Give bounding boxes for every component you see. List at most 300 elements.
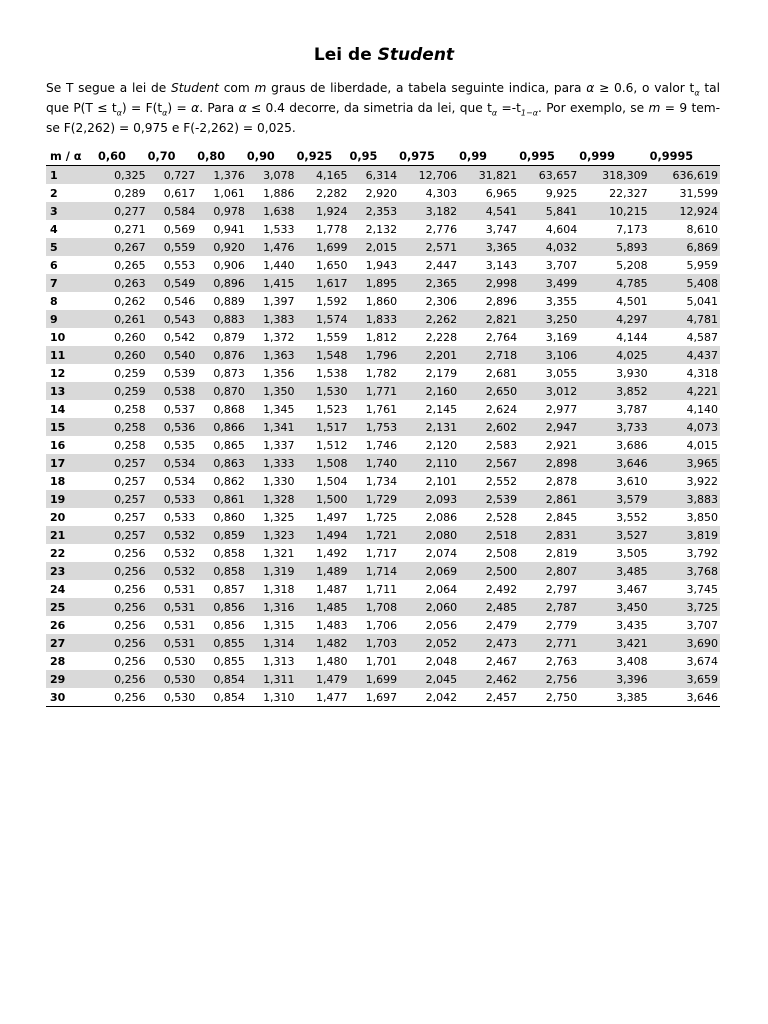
table-row bbox=[46, 220, 720, 238]
quantile-cell: 1,310 bbox=[247, 688, 297, 707]
quantile-cell: 3,078 bbox=[247, 166, 297, 185]
quantile-cell: 2,048 bbox=[425, 654, 458, 668]
row-degrees-cell: 23 bbox=[46, 562, 98, 580]
quantile-cell: 1,833 bbox=[350, 310, 400, 328]
quantile-cell: 3,408 bbox=[616, 654, 648, 668]
quantile-cell: 4,587 bbox=[686, 330, 718, 344]
quantile-cell: 2,624 bbox=[485, 402, 518, 416]
quantile-cell: 1,479 bbox=[297, 670, 350, 688]
quantile-cell: 2,718 bbox=[459, 346, 519, 364]
quantile-cell: 0,549 bbox=[148, 274, 198, 292]
quantile-cell: 4,501 bbox=[616, 294, 648, 308]
quantile-cell: 22,327 bbox=[609, 186, 648, 200]
quantile-cell: 0,257 bbox=[98, 490, 148, 508]
quantile-cell: 0,546 bbox=[163, 294, 196, 308]
intro-text: tal que P(T ≤ t bbox=[46, 81, 721, 115]
quantile-cell: 1,812 bbox=[365, 330, 398, 344]
quantile-cell: 2,552 bbox=[485, 474, 518, 488]
quantile-cell: 12,924 bbox=[650, 202, 720, 220]
quantile-cell: 0,727 bbox=[148, 166, 198, 185]
quantile-cell: 1,319 bbox=[247, 562, 297, 580]
quantile-cell: 5,208 bbox=[616, 258, 648, 272]
quantile-cell: 3,385 bbox=[579, 688, 649, 707]
quantile-cell: 1,492 bbox=[316, 546, 348, 560]
quantile-cell: 2,080 bbox=[399, 526, 459, 544]
quantile-cell: 2,898 bbox=[519, 454, 579, 472]
column-header: 0,95 bbox=[350, 148, 400, 166]
quantile-cell: 0,535 bbox=[163, 438, 196, 452]
quantile-cell: 0,271 bbox=[114, 222, 146, 236]
column-header: 0,70 bbox=[148, 148, 198, 166]
quantile-cell: 0,941 bbox=[213, 222, 245, 236]
intro-alpha-sub: α bbox=[116, 108, 122, 118]
quantile-cell: 1,697 bbox=[350, 688, 400, 707]
quantile-cell: 2,120 bbox=[425, 438, 458, 452]
quantile-cell: 2,132 bbox=[365, 222, 398, 236]
intro-alpha: α bbox=[191, 101, 200, 115]
quantile-cell: 3,143 bbox=[485, 258, 518, 272]
quantile-cell: 0,533 bbox=[163, 510, 196, 524]
quantile-cell: 3,106 bbox=[519, 346, 579, 364]
quantile-cell: 318,309 bbox=[579, 166, 649, 185]
table-row bbox=[46, 400, 720, 418]
quantile-cell: 1,714 bbox=[350, 562, 400, 580]
quantile-cell: 2,947 bbox=[519, 418, 579, 436]
quantile-cell: 4,785 bbox=[579, 274, 649, 292]
quantile-cell: 0,854 bbox=[197, 688, 247, 707]
table-row bbox=[46, 580, 720, 598]
quantile-cell: 3,505 bbox=[616, 546, 648, 560]
quantile-cell: 3,527 bbox=[579, 526, 649, 544]
intro-text: =-t bbox=[497, 101, 521, 115]
quantile-cell: 0,261 bbox=[98, 310, 148, 328]
quantile-cell: 0,889 bbox=[213, 294, 245, 308]
quantile-cell: 1,771 bbox=[350, 382, 400, 400]
quantile-cell: 1,363 bbox=[247, 346, 297, 364]
quantile-cell: 1,592 bbox=[316, 294, 348, 308]
quantile-cell: 2,528 bbox=[485, 510, 518, 524]
quantile-cell: 2,069 bbox=[399, 562, 459, 580]
quantile-cell: 0,856 bbox=[197, 598, 247, 616]
table-row bbox=[46, 238, 720, 256]
quantile-cell: 1,617 bbox=[297, 274, 350, 292]
row-degrees-cell: 9 bbox=[46, 310, 98, 328]
quantile-cell: 0,531 bbox=[148, 634, 198, 652]
quantile-cell: 0,870 bbox=[197, 382, 247, 400]
row-degrees-cell: 29 bbox=[46, 670, 98, 688]
quantile-cell: 0,879 bbox=[213, 330, 245, 344]
student-t-table bbox=[46, 148, 720, 707]
quantile-cell: 0,858 bbox=[197, 562, 247, 580]
intro-student: Student bbox=[170, 81, 219, 95]
row-degrees-cell: 16 bbox=[50, 438, 66, 452]
quantile-cell: 1,706 bbox=[365, 618, 398, 632]
quantile-cell: 0,978 bbox=[197, 202, 247, 220]
quantile-cell: 1,886 bbox=[263, 186, 295, 200]
quantile-cell: 0,530 bbox=[148, 670, 198, 688]
row-degrees-cell: 18 bbox=[50, 474, 66, 488]
quantile-cell: 2,819 bbox=[545, 546, 578, 560]
quantile-cell: 0,866 bbox=[197, 418, 247, 436]
quantile-cell: 1,761 bbox=[365, 402, 398, 416]
row-degrees-cell: 27 bbox=[46, 634, 98, 652]
quantile-cell: 0,861 bbox=[197, 490, 247, 508]
intro-alpha: α bbox=[238, 101, 247, 115]
quantile-cell: 2,447 bbox=[425, 258, 458, 272]
row-degrees-cell: 11 bbox=[46, 346, 98, 364]
quantile-cell: 2,920 bbox=[365, 186, 398, 200]
table-row bbox=[46, 418, 720, 436]
quantile-cell: 0,531 bbox=[148, 598, 198, 616]
column-header: 0,9995 bbox=[650, 148, 720, 166]
quantile-cell: 0,543 bbox=[148, 310, 198, 328]
quantile-cell: 3,686 bbox=[616, 438, 648, 452]
quantile-cell: 2,845 bbox=[545, 510, 578, 524]
quantile-cell: 2,508 bbox=[485, 546, 518, 560]
quantile-cell: 0,532 bbox=[163, 546, 196, 560]
quantile-cell: 1,483 bbox=[316, 618, 348, 632]
quantile-cell: 1,778 bbox=[316, 222, 348, 236]
quantile-cell: 0,857 bbox=[213, 582, 245, 596]
quantile-cell: 2,467 bbox=[485, 654, 518, 668]
quantile-cell: 2,756 bbox=[519, 670, 579, 688]
quantile-cell: 0,277 bbox=[98, 202, 148, 220]
title-emphasis: Student bbox=[377, 45, 455, 65]
quantile-cell: 0,858 bbox=[213, 546, 245, 560]
quantile-cell: 3,169 bbox=[545, 330, 578, 344]
quantile-cell: 2,998 bbox=[459, 274, 519, 292]
quantile-cell: 0,533 bbox=[148, 490, 198, 508]
row-degrees-cell: 24 bbox=[50, 582, 66, 596]
quantile-cell: 2,518 bbox=[459, 526, 519, 544]
table-row bbox=[46, 598, 720, 616]
quantile-cell: 0,530 bbox=[163, 654, 196, 668]
row-degrees-cell: 4 bbox=[50, 222, 58, 236]
quantile-cell: 0,530 bbox=[148, 688, 198, 707]
quantile-cell: 5,041 bbox=[686, 294, 718, 308]
quantile-cell: 0,532 bbox=[148, 562, 198, 580]
quantile-cell: 2,074 bbox=[425, 546, 458, 560]
quantile-cell: 6,965 bbox=[485, 186, 518, 200]
quantile-cell: 0,259 bbox=[98, 382, 148, 400]
quantile-cell: 7,173 bbox=[616, 222, 648, 236]
quantile-cell: 0,559 bbox=[148, 238, 198, 256]
quantile-cell: 1,717 bbox=[365, 546, 398, 560]
quantile-cell: 3,707 bbox=[545, 258, 578, 272]
quantile-cell: 0,531 bbox=[163, 618, 196, 632]
quantile-cell: 1,548 bbox=[297, 346, 350, 364]
quantile-cell: 0,258 bbox=[98, 418, 148, 436]
row-degrees-cell: 12 bbox=[50, 366, 66, 380]
quantile-cell: 1,796 bbox=[350, 346, 400, 364]
quantile-cell: 0,865 bbox=[213, 438, 245, 452]
quantile-cell: 1,325 bbox=[263, 510, 295, 524]
quantile-cell: 4,140 bbox=[686, 402, 718, 416]
quantile-cell: 2,763 bbox=[545, 654, 578, 668]
quantile-cell: 2,110 bbox=[399, 454, 459, 472]
quantile-cell: 3,646 bbox=[579, 454, 649, 472]
quantile-cell: 1,533 bbox=[263, 222, 295, 236]
quantile-cell: 3,707 bbox=[686, 618, 718, 632]
quantile-cell: 3,355 bbox=[545, 294, 578, 308]
quantile-cell: 1,313 bbox=[263, 654, 295, 668]
quantile-cell: 0,258 bbox=[114, 438, 146, 452]
quantile-cell: 0,854 bbox=[197, 670, 247, 688]
quantile-cell: 10,215 bbox=[579, 202, 649, 220]
intro-text: ) = F(t bbox=[121, 101, 163, 115]
quantile-cell: 1,376 bbox=[197, 166, 247, 185]
quantile-cell: 3,579 bbox=[579, 490, 649, 508]
quantile-cell: 3,450 bbox=[579, 598, 649, 616]
quantile-cell: 2,831 bbox=[519, 526, 579, 544]
quantile-cell: 1,482 bbox=[297, 634, 350, 652]
quantile-cell: 4,604 bbox=[545, 222, 578, 236]
quantile-cell: 2,500 bbox=[459, 562, 519, 580]
quantile-cell: 2,201 bbox=[399, 346, 459, 364]
quantile-cell: 1,477 bbox=[297, 688, 350, 707]
quantile-cell: 0,876 bbox=[197, 346, 247, 364]
quantile-cell: 3,659 bbox=[650, 670, 720, 688]
quantile-cell: 0,531 bbox=[163, 582, 196, 596]
quantile-cell: 2,045 bbox=[399, 670, 459, 688]
intro-one-minus-alpha-sub: 1−α bbox=[520, 108, 538, 118]
quantile-cell: 2,042 bbox=[399, 688, 459, 707]
quantile-cell: 2,101 bbox=[425, 474, 458, 488]
quantile-cell: 2,764 bbox=[485, 330, 518, 344]
quantile-cell: 1,512 bbox=[316, 438, 348, 452]
intro-text: . Para bbox=[199, 101, 239, 115]
column-header: 0,80 bbox=[197, 148, 247, 166]
quantile-cell: 0,538 bbox=[148, 382, 198, 400]
quantile-cell: 1,699 bbox=[297, 238, 350, 256]
row-degrees-cell: 28 bbox=[50, 654, 66, 668]
intro-text: . Por exemplo, se bbox=[538, 101, 649, 115]
quantile-cell: 4,437 bbox=[650, 346, 720, 364]
quantile-cell: 1,485 bbox=[297, 598, 350, 616]
quantile-cell: 3,012 bbox=[519, 382, 579, 400]
intro-text: Se T segue a lei de bbox=[46, 81, 171, 95]
quantile-cell: 0,617 bbox=[163, 186, 196, 200]
quantile-cell: 12,706 bbox=[399, 166, 459, 185]
quantile-cell: 0,260 bbox=[114, 330, 146, 344]
row-degrees-cell: 1 bbox=[46, 166, 98, 185]
quantile-cell: 3,435 bbox=[616, 618, 648, 632]
table-row bbox=[46, 310, 720, 328]
quantile-cell: 1,924 bbox=[297, 202, 350, 220]
quantile-cell: 1,711 bbox=[365, 582, 398, 596]
intro-text: ≥ 0.6, o valor t bbox=[594, 81, 695, 95]
quantile-cell: 3,768 bbox=[650, 562, 720, 580]
quantile-cell: 3,646 bbox=[650, 688, 720, 707]
quantile-cell: 1,328 bbox=[247, 490, 297, 508]
quantile-cell: 0,542 bbox=[163, 330, 196, 344]
quantile-cell: 2,052 bbox=[399, 634, 459, 652]
quantile-cell: 2,681 bbox=[485, 366, 518, 380]
quantile-cell: 0,569 bbox=[163, 222, 196, 236]
row-degrees-cell: 2 bbox=[50, 186, 58, 200]
quantile-cell: 6,314 bbox=[350, 166, 400, 185]
quantile-cell: 3,467 bbox=[616, 582, 648, 596]
quantile-cell: 1,699 bbox=[350, 670, 400, 688]
quantile-cell: 2,787 bbox=[519, 598, 579, 616]
table-row bbox=[46, 472, 720, 490]
table-row bbox=[46, 184, 720, 202]
quantile-cell: 1,701 bbox=[365, 654, 398, 668]
row-degrees-cell: 17 bbox=[46, 454, 98, 472]
quantile-cell: 3,745 bbox=[686, 582, 718, 596]
row-degrees-cell: 8 bbox=[50, 294, 58, 308]
quantile-cell: 2,567 bbox=[459, 454, 519, 472]
quantile-cell: 4,165 bbox=[297, 166, 350, 185]
quantile-cell: 4,015 bbox=[686, 438, 718, 452]
row-degrees-cell: 22 bbox=[50, 546, 66, 560]
quantile-cell: 4,073 bbox=[650, 418, 720, 436]
quantile-cell: 0,896 bbox=[197, 274, 247, 292]
table-row bbox=[46, 382, 720, 400]
table-row bbox=[46, 670, 720, 688]
quantile-cell: 2,015 bbox=[350, 238, 400, 256]
quantile-cell: 3,250 bbox=[519, 310, 579, 328]
quantile-cell: 3,922 bbox=[686, 474, 718, 488]
intro-paragraph bbox=[46, 78, 720, 138]
quantile-cell: 2,262 bbox=[399, 310, 459, 328]
quantile-cell: 1,708 bbox=[350, 598, 400, 616]
table-row bbox=[46, 292, 720, 310]
table-row bbox=[46, 544, 720, 562]
quantile-cell: 3,819 bbox=[650, 526, 720, 544]
table-row bbox=[46, 436, 720, 454]
table-row bbox=[46, 634, 720, 652]
intro-alpha-sub: α bbox=[694, 88, 700, 98]
quantile-cell: 1,318 bbox=[263, 582, 295, 596]
row-degrees-cell: 26 bbox=[50, 618, 66, 632]
quantile-cell: 3,850 bbox=[686, 510, 718, 524]
quantile-cell: 1,476 bbox=[247, 238, 297, 256]
quantile-cell: 1,753 bbox=[350, 418, 400, 436]
quantile-cell: 3,725 bbox=[650, 598, 720, 616]
quantile-cell: 2,485 bbox=[459, 598, 519, 616]
quantile-cell: 3,552 bbox=[616, 510, 648, 524]
quantile-cell: 2,093 bbox=[399, 490, 459, 508]
quantile-cell: 3,690 bbox=[650, 634, 720, 652]
quantile-cell: 1,333 bbox=[247, 454, 297, 472]
quantile-cell: 1,489 bbox=[297, 562, 350, 580]
quantile-cell: 1,538 bbox=[316, 366, 348, 380]
quantile-cell: 2,861 bbox=[519, 490, 579, 508]
quantile-cell: 4,032 bbox=[519, 238, 579, 256]
quantile-cell: 1,500 bbox=[297, 490, 350, 508]
quantile-cell: 2,878 bbox=[545, 474, 578, 488]
intro-m: m bbox=[254, 81, 267, 95]
quantile-cell: 1,517 bbox=[297, 418, 350, 436]
quantile-cell: 1,729 bbox=[350, 490, 400, 508]
table-row bbox=[46, 166, 720, 185]
quantile-cell: 1,356 bbox=[263, 366, 295, 380]
quantile-cell: 2,807 bbox=[519, 562, 579, 580]
quantile-cell: 2,462 bbox=[459, 670, 519, 688]
quantile-cell: 2,977 bbox=[545, 402, 578, 416]
quantile-cell: 1,895 bbox=[350, 274, 400, 292]
quantile-cell: 1,311 bbox=[247, 670, 297, 688]
intro-text: graus de liberdade, a tabela seguinte indica, para bbox=[266, 81, 587, 95]
quantile-cell: 1,703 bbox=[350, 634, 400, 652]
quantile-cell: 4,303 bbox=[425, 186, 458, 200]
quantile-cell: 2,306 bbox=[425, 294, 458, 308]
row-degrees-cell: 15 bbox=[46, 418, 98, 436]
quantile-cell: 3,396 bbox=[579, 670, 649, 688]
table-corner-header: m / α bbox=[46, 148, 98, 166]
quantile-cell: 2,492 bbox=[485, 582, 518, 596]
quantile-cell: 2,131 bbox=[399, 418, 459, 436]
row-degrees-cell: 3 bbox=[46, 202, 98, 220]
quantile-cell: 1,061 bbox=[213, 186, 245, 200]
table-row bbox=[46, 562, 720, 580]
quantile-cell: 2,060 bbox=[399, 598, 459, 616]
quantile-cell: 1,497 bbox=[316, 510, 348, 524]
quantile-cell: 2,160 bbox=[399, 382, 459, 400]
row-degrees-cell: 20 bbox=[50, 510, 66, 524]
row-degrees-cell: 5 bbox=[46, 238, 98, 256]
quantile-cell: 1,530 bbox=[297, 382, 350, 400]
quantile-cell: 5,408 bbox=[650, 274, 720, 292]
table-row bbox=[46, 274, 720, 292]
quantile-cell: 2,776 bbox=[425, 222, 458, 236]
quantile-cell: 5,959 bbox=[686, 258, 718, 272]
intro-text: ≤ 0.4 decorre, da simetria da lei, que t bbox=[246, 101, 492, 115]
quantile-cell: 1,860 bbox=[365, 294, 398, 308]
quantile-cell: 0,859 bbox=[197, 526, 247, 544]
row-degrees-cell: 6 bbox=[50, 258, 58, 272]
quantile-cell: 2,750 bbox=[519, 688, 579, 707]
quantile-cell: 3,182 bbox=[399, 202, 459, 220]
quantile-cell: 4,221 bbox=[650, 382, 720, 400]
table-header-row bbox=[46, 148, 720, 166]
quantile-cell: 0,862 bbox=[213, 474, 245, 488]
column-header: 0,925 bbox=[297, 148, 350, 166]
table-row bbox=[46, 508, 720, 526]
quantile-cell: 0,256 bbox=[114, 618, 146, 632]
quantile-cell: 2,583 bbox=[485, 438, 518, 452]
quantile-cell: 4,541 bbox=[459, 202, 519, 220]
table-row bbox=[46, 202, 720, 220]
quantile-cell: 6,869 bbox=[650, 238, 720, 256]
quantile-cell: 1,508 bbox=[297, 454, 350, 472]
quantile-cell: 0,540 bbox=[148, 346, 198, 364]
quantile-cell: 1,782 bbox=[365, 366, 398, 380]
quantile-cell: 0,256 bbox=[98, 598, 148, 616]
quantile-cell: 2,282 bbox=[316, 186, 348, 200]
quantile-cell: 2,896 bbox=[485, 294, 518, 308]
quantile-cell: 2,457 bbox=[459, 688, 519, 707]
table-row bbox=[46, 454, 720, 472]
table-row bbox=[46, 256, 720, 274]
row-degrees-cell: 30 bbox=[46, 688, 98, 707]
quantile-cell: 1,721 bbox=[350, 526, 400, 544]
quantile-cell: 0,256 bbox=[114, 546, 146, 560]
quantile-cell: 1,638 bbox=[247, 202, 297, 220]
column-header: 0,60 bbox=[98, 148, 148, 166]
quantile-cell: 2,086 bbox=[425, 510, 458, 524]
quantile-cell: 31,599 bbox=[679, 186, 718, 200]
quantile-cell: 0,256 bbox=[98, 670, 148, 688]
quantile-cell: 2,571 bbox=[399, 238, 459, 256]
quantile-cell: 1,350 bbox=[247, 382, 297, 400]
quantile-cell: 1,494 bbox=[297, 526, 350, 544]
quantile-cell: 2,539 bbox=[459, 490, 519, 508]
quantile-cell: 3,852 bbox=[579, 382, 649, 400]
column-header: 0,975 bbox=[399, 148, 459, 166]
quantile-cell: 3,747 bbox=[485, 222, 518, 236]
